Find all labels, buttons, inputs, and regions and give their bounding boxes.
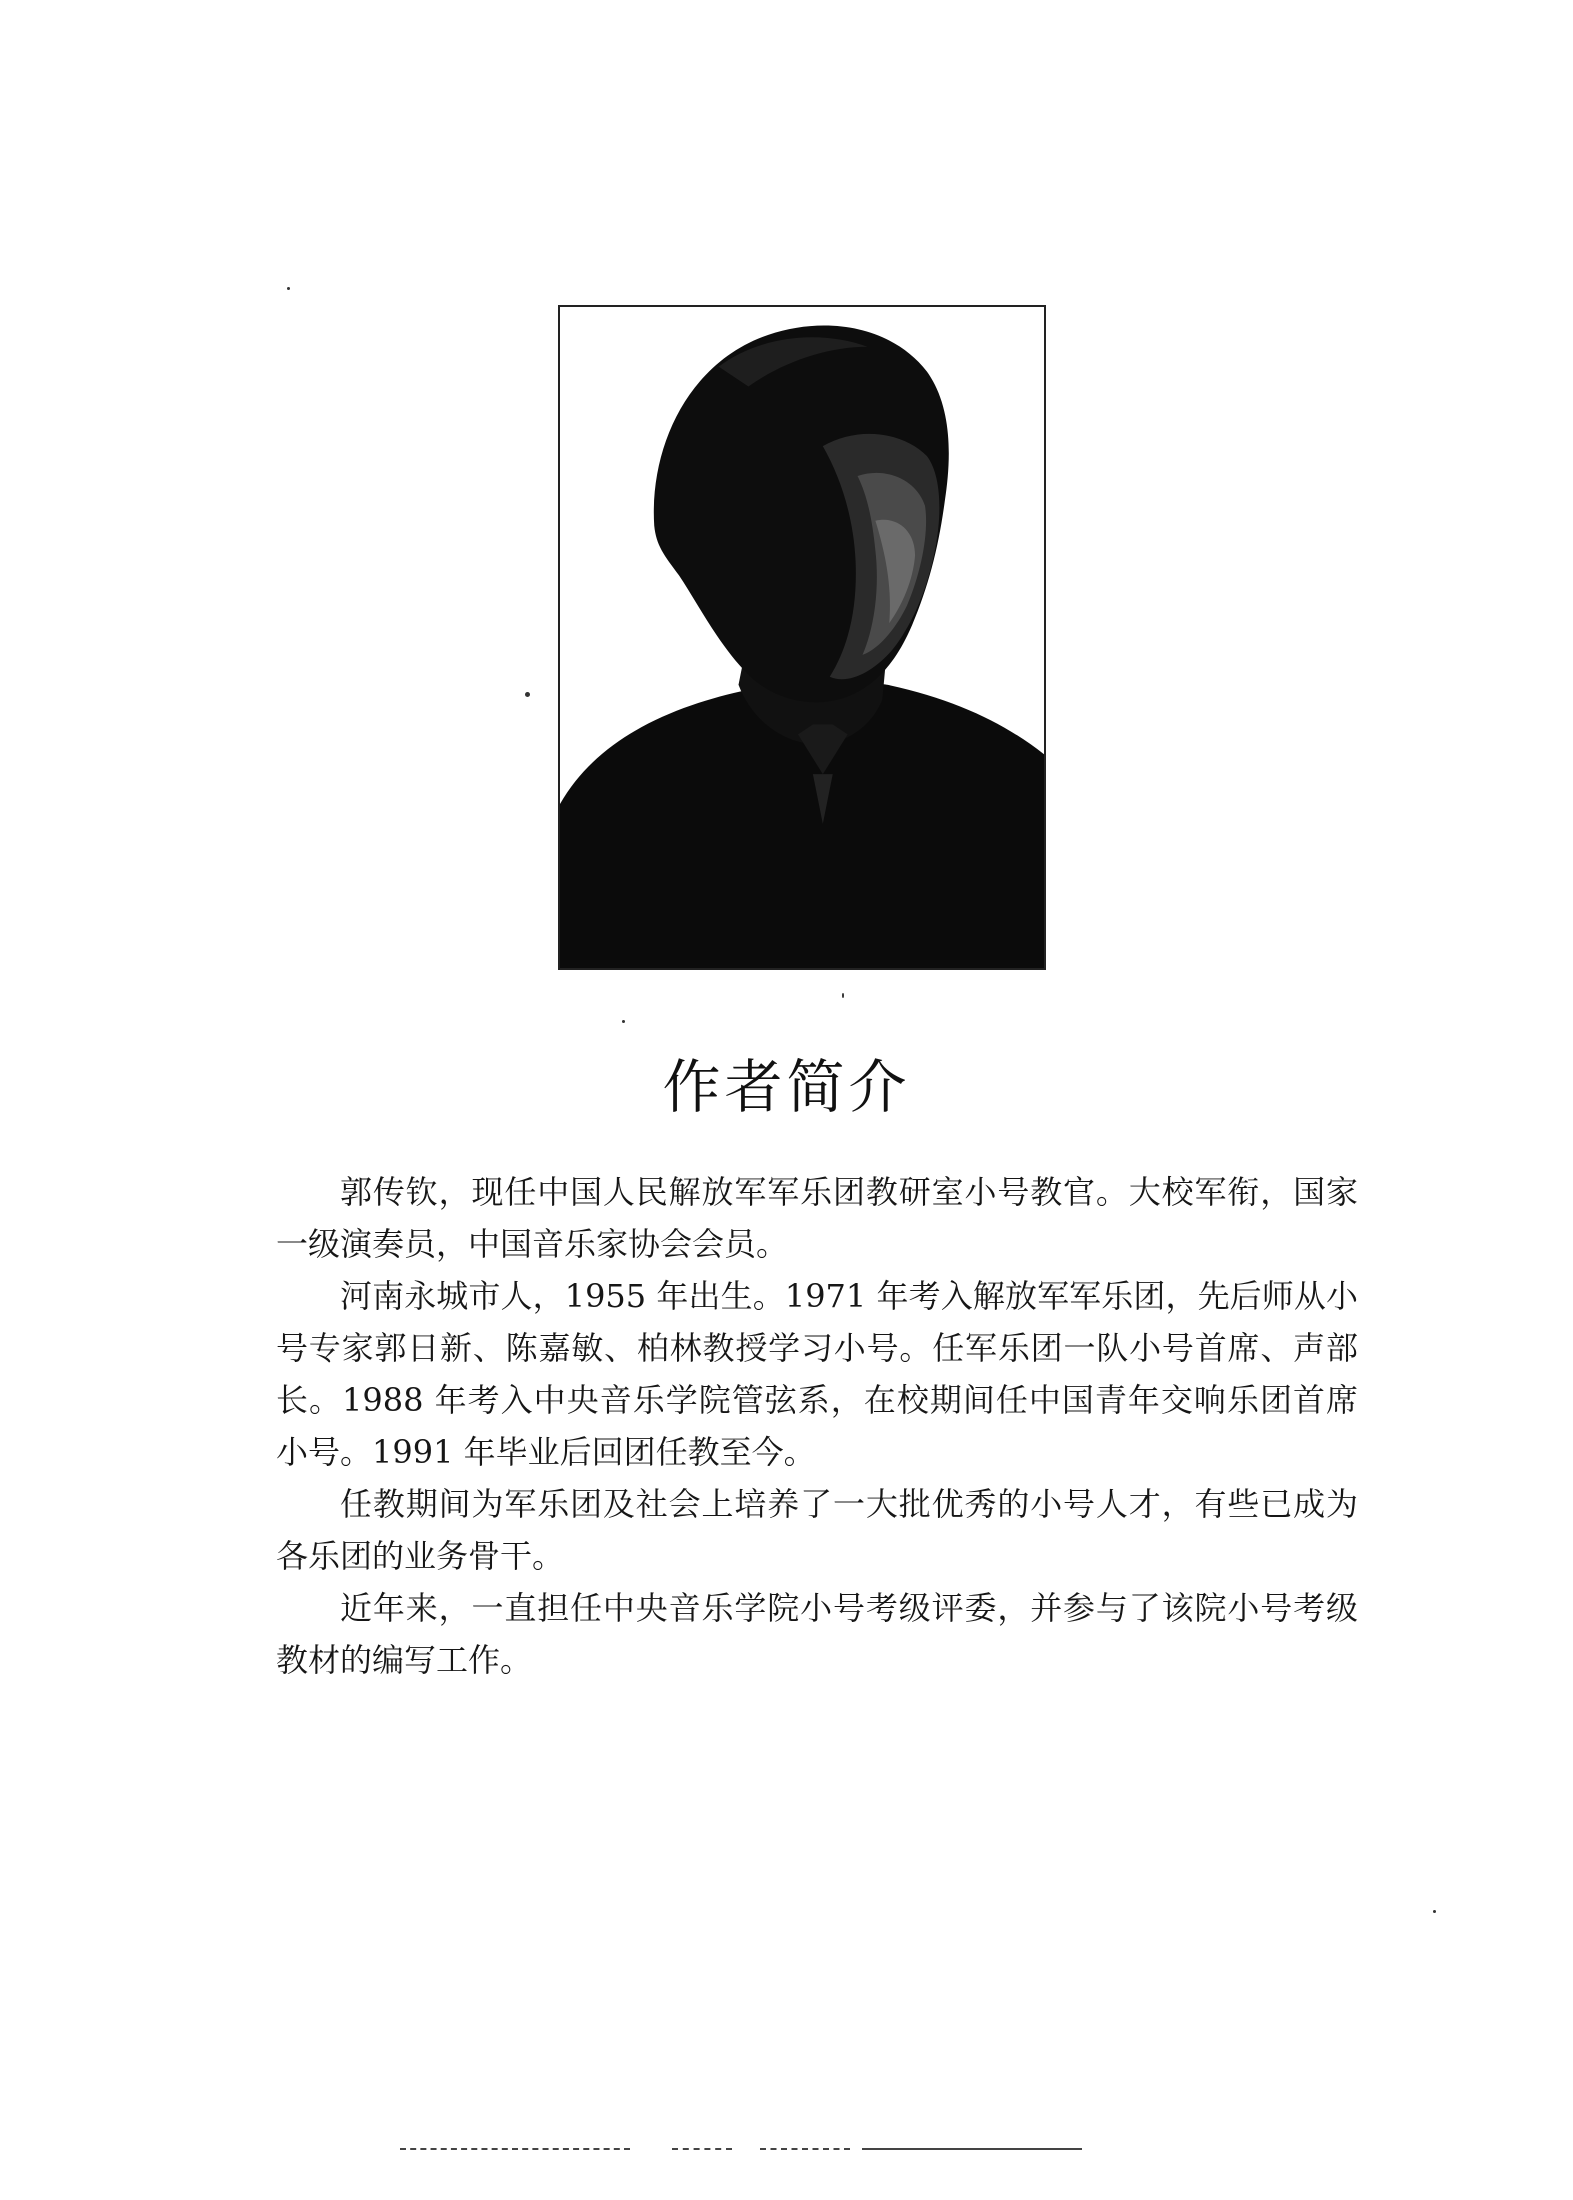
author-portrait-photo-icon bbox=[560, 307, 1044, 968]
bio-paragraph: 河南永城市人，1955 年出生。1971 年考入解放军军乐团，先后师从小号专家郭日新、陈嘉敏、柏林教授学习小号。任军乐团一队小号首席、声部长。1988 年考入中央音乐学院管弦系，在校期间任中国青年交响乐团首席小号。1991 年毕业后回团任教至今。 bbox=[276, 1277, 1358, 1471]
scan-speck bbox=[525, 692, 530, 697]
scan-speck bbox=[622, 1020, 625, 1023]
page-title: 作者简介 bbox=[662, 1053, 911, 1121]
scan-speck bbox=[842, 993, 844, 998]
bio-paragraph: 任教期间为军乐团及社会上培养了一大批优秀的小号人才，有些已成为各乐团的业务骨干。 bbox=[276, 1485, 1358, 1575]
author-bio bbox=[276, 1166, 1358, 1686]
scan-speck bbox=[287, 287, 290, 290]
scan-speck bbox=[1433, 1910, 1436, 1913]
footer-scan-line bbox=[400, 2148, 630, 2150]
footer-scan-line bbox=[862, 2148, 1082, 2150]
footer-scan-line bbox=[672, 2148, 732, 2150]
footer-scan-line bbox=[760, 2148, 850, 2150]
author-photo bbox=[558, 305, 1046, 970]
bio-paragraph: 郭传钦，现任中国人民解放军军乐团教研室小号教官。大校军衔，国家一级演奏员，中国音乐家协会会员。 bbox=[276, 1173, 1358, 1263]
bio-paragraph: 近年来，一直担任中央音乐学院小号考级评委，并参与了该院小号考级教材的编写工作。 bbox=[276, 1589, 1358, 1679]
